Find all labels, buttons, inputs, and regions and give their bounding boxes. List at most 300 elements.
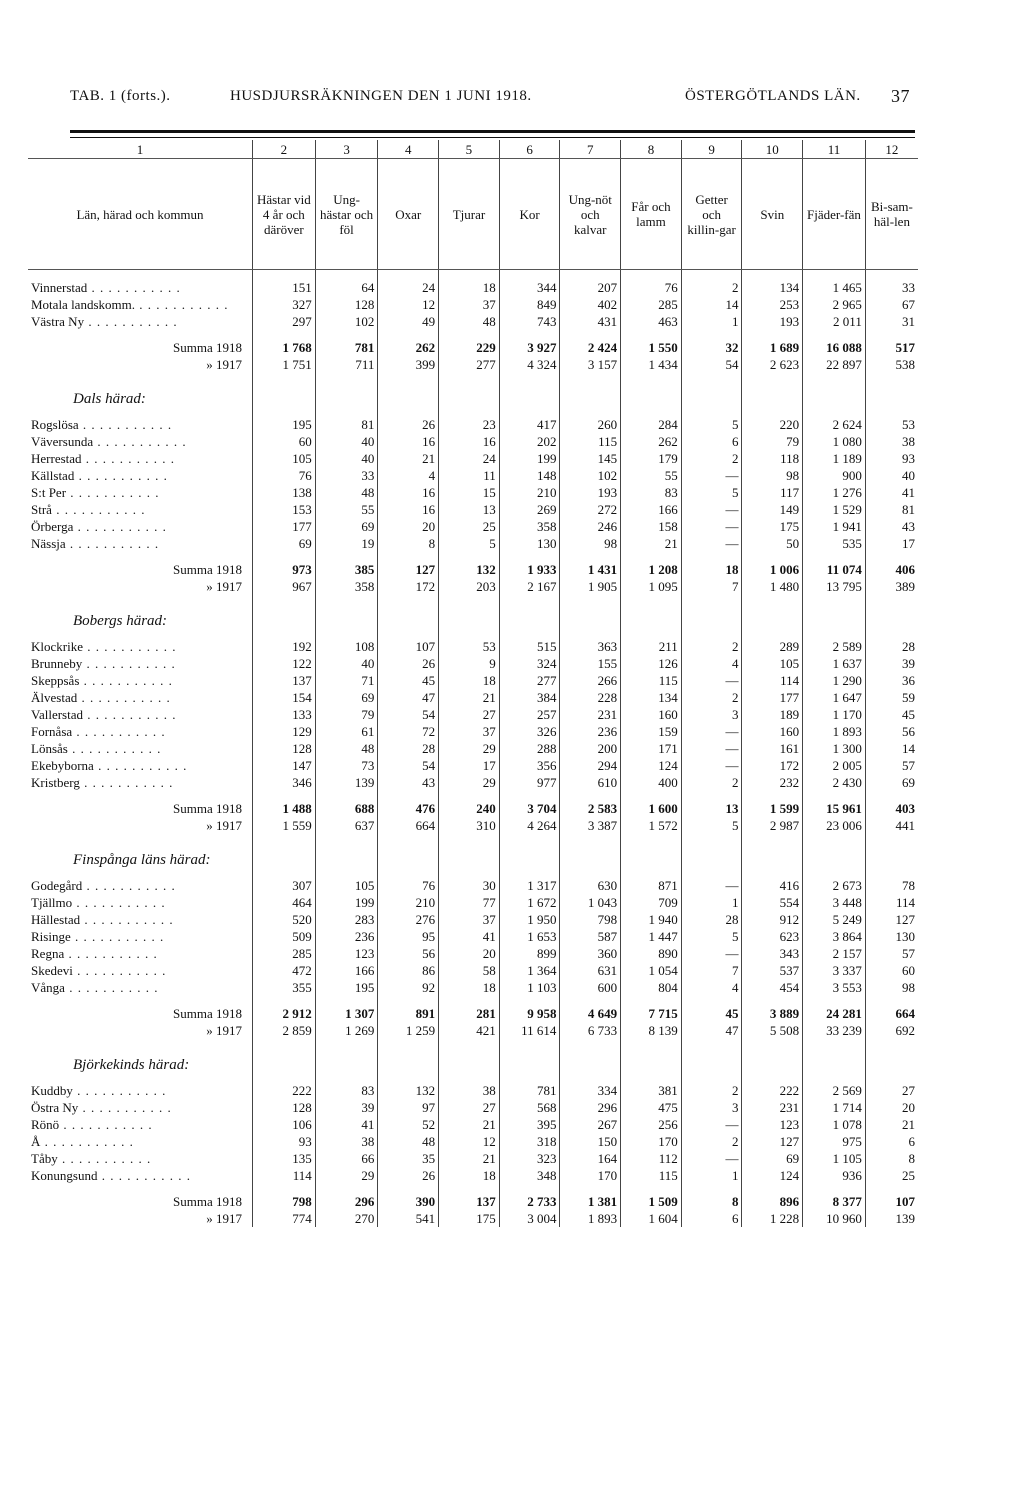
district-title: Finspånga läns härad: xyxy=(73,852,211,868)
row-label-text: Motala landskomm. xyxy=(31,296,135,312)
value-cell: 79 xyxy=(742,433,803,450)
row-label-text: Källstad xyxy=(31,467,75,483)
value-cell: 138 xyxy=(253,484,316,501)
value-cell: 296 xyxy=(560,1099,621,1116)
value-cell: 2 011 xyxy=(803,313,866,330)
spacer-cell xyxy=(378,996,439,1005)
value-cell: 623 xyxy=(742,928,803,945)
table-row xyxy=(28,979,918,996)
value-cell: 899 xyxy=(499,945,560,962)
value-cell: 21 xyxy=(439,1150,500,1167)
column-label: Tjurar xyxy=(439,159,500,270)
row-label xyxy=(28,817,253,834)
value-cell: 4 xyxy=(681,655,742,672)
spacer-cell xyxy=(865,791,918,800)
value-cell: 1 xyxy=(681,1167,742,1184)
value-cell: 2 424 xyxy=(560,339,621,356)
spacer-cell xyxy=(499,1039,560,1048)
value-cell: 195 xyxy=(315,979,378,996)
column-label: Får och lamm xyxy=(621,159,682,270)
value-cell: 631 xyxy=(560,962,621,979)
empty-cell xyxy=(865,382,918,416)
spacer-row xyxy=(28,330,918,339)
value-cell: 78 xyxy=(865,877,918,894)
value-cell: 246 xyxy=(560,518,621,535)
value-cell: 262 xyxy=(621,433,682,450)
value-cell: 28 xyxy=(865,638,918,655)
value-cell: 45 xyxy=(378,672,439,689)
value-cell: 324 xyxy=(499,655,560,672)
value-cell: 630 xyxy=(560,877,621,894)
value-cell: 664 xyxy=(865,1005,918,1022)
table-row xyxy=(28,296,918,313)
value-cell: 267 xyxy=(560,1116,621,1133)
value-cell: 172 xyxy=(742,757,803,774)
empty-cell xyxy=(315,1048,378,1082)
value-cell: 211 xyxy=(621,638,682,655)
spacer-cell xyxy=(560,552,621,561)
value-cell: 517 xyxy=(865,339,918,356)
spacer-cell xyxy=(28,996,253,1005)
value-cell: 11 614 xyxy=(499,1022,560,1039)
value-cell: 134 xyxy=(621,689,682,706)
row-label-text: Hällestad xyxy=(31,911,81,927)
value-cell: 48 xyxy=(378,1133,439,1150)
value-cell: 27 xyxy=(865,1082,918,1099)
spacer-cell xyxy=(803,270,866,280)
spacer-cell xyxy=(439,996,500,1005)
column-label: Ung-nöt och kalvar xyxy=(560,159,621,270)
spacer-cell xyxy=(378,791,439,800)
value-cell: 93 xyxy=(865,450,918,467)
empty-cell xyxy=(378,1048,439,1082)
value-cell: 102 xyxy=(315,313,378,330)
value-cell: 55 xyxy=(621,467,682,484)
spacer-cell xyxy=(742,834,803,843)
value-cell: 66 xyxy=(315,1150,378,1167)
empty-cell xyxy=(803,843,866,877)
row-label-text: Nässja xyxy=(31,535,66,551)
row-label xyxy=(28,706,253,723)
spacer-cell xyxy=(439,270,500,280)
column-label: Fjäder-fän xyxy=(803,159,866,270)
value-cell: 37 xyxy=(439,911,500,928)
value-cell: 107 xyxy=(865,1193,918,1210)
value-cell: 81 xyxy=(865,501,918,518)
district-heading-row xyxy=(28,604,918,638)
value-cell: 55 xyxy=(315,501,378,518)
row-label-text: Summa 1918 xyxy=(173,1193,243,1209)
spacer-cell xyxy=(865,1184,918,1193)
spacer-cell xyxy=(439,1184,500,1193)
spacer-cell xyxy=(742,373,803,382)
value-cell: 29 xyxy=(439,740,500,757)
value-cell: 171 xyxy=(621,740,682,757)
row-label-text: Godegård xyxy=(31,877,83,893)
spacer-cell xyxy=(315,552,378,561)
value-cell: 236 xyxy=(560,723,621,740)
value-cell: 1 933 xyxy=(499,561,560,578)
value-cell: 2 167 xyxy=(499,578,560,595)
empty-cell xyxy=(681,843,742,877)
value-cell: — xyxy=(681,672,742,689)
value-cell: 137 xyxy=(439,1193,500,1210)
value-cell: 8 xyxy=(865,1150,918,1167)
empty-cell xyxy=(681,382,742,416)
spacer-cell xyxy=(621,791,682,800)
value-cell: 2 xyxy=(681,638,742,655)
row-label-text: Älvestad xyxy=(31,689,78,705)
table-row xyxy=(28,1099,918,1116)
value-cell: 16 xyxy=(439,433,500,450)
value-cell: 2 589 xyxy=(803,638,866,655)
summary-row-1917 xyxy=(28,1022,918,1039)
value-cell: 48 xyxy=(315,484,378,501)
value-cell: 177 xyxy=(742,689,803,706)
spacer-cell xyxy=(439,834,500,843)
value-cell: 454 xyxy=(742,979,803,996)
value-cell: 24 xyxy=(378,279,439,296)
value-cell: 114 xyxy=(253,1167,316,1184)
spacer-cell xyxy=(439,595,500,604)
top-rule-thin xyxy=(70,137,915,138)
value-cell: 269 xyxy=(499,501,560,518)
spacer-row xyxy=(28,1039,918,1048)
empty-cell xyxy=(742,604,803,638)
row-label xyxy=(28,757,253,774)
value-cell: 72 xyxy=(378,723,439,740)
empty-cell xyxy=(621,382,682,416)
value-cell: 344 xyxy=(499,279,560,296)
row-label xyxy=(28,962,253,979)
value-cell: 912 xyxy=(742,911,803,928)
value-cell: 2 673 xyxy=(803,877,866,894)
value-cell: 587 xyxy=(560,928,621,945)
value-cell: 132 xyxy=(439,561,500,578)
value-cell: 323 xyxy=(499,1150,560,1167)
column-number: 2 xyxy=(253,140,316,159)
spacer-cell xyxy=(253,330,316,339)
value-cell: 199 xyxy=(499,450,560,467)
value-cell: 327 xyxy=(253,296,316,313)
value-cell: 18 xyxy=(439,279,500,296)
value-cell: 23 xyxy=(439,416,500,433)
summary-row-1917 xyxy=(28,1210,918,1227)
value-cell: 36 xyxy=(865,672,918,689)
table-row xyxy=(28,928,918,945)
spacer-cell xyxy=(621,1039,682,1048)
value-cell: 781 xyxy=(315,339,378,356)
spacer-cell xyxy=(803,834,866,843)
value-cell: 189 xyxy=(742,706,803,723)
spacer-cell xyxy=(803,791,866,800)
empty-cell xyxy=(865,1048,918,1082)
value-cell: 15 xyxy=(439,484,500,501)
value-cell: 2 xyxy=(681,279,742,296)
value-cell: 270 xyxy=(315,1210,378,1227)
column-number: 11 xyxy=(803,140,866,159)
spacer-cell xyxy=(28,834,253,843)
spacer-cell xyxy=(315,270,378,280)
value-cell: 29 xyxy=(315,1167,378,1184)
value-cell: 13 xyxy=(681,800,742,817)
row-label xyxy=(28,1193,253,1210)
column-number: 5 xyxy=(439,140,500,159)
table-row xyxy=(28,757,918,774)
row-label xyxy=(28,1022,253,1039)
value-cell: 60 xyxy=(865,962,918,979)
spacer-cell xyxy=(499,834,560,843)
spacer-cell xyxy=(621,330,682,339)
empty-cell xyxy=(315,604,378,638)
value-cell: 58 xyxy=(439,962,500,979)
spacer-cell xyxy=(681,552,742,561)
value-cell: 9 958 xyxy=(499,1005,560,1022)
value-cell: 40 xyxy=(315,433,378,450)
spacer-cell xyxy=(803,595,866,604)
value-cell: 1 447 xyxy=(621,928,682,945)
spacer-cell xyxy=(865,1039,918,1048)
value-cell: 139 xyxy=(315,774,378,791)
district-heading-row xyxy=(28,843,918,877)
empty-cell xyxy=(560,843,621,877)
empty-cell xyxy=(803,1048,866,1082)
value-cell: 5 xyxy=(439,535,500,552)
value-cell: 77 xyxy=(439,894,500,911)
row-label-text: Väversunda xyxy=(31,433,94,449)
spacer-cell xyxy=(681,595,742,604)
empty-cell xyxy=(621,1048,682,1082)
value-cell: 1 768 xyxy=(253,339,316,356)
value-cell: 538 xyxy=(865,356,918,373)
empty-cell xyxy=(499,604,560,638)
value-cell: 170 xyxy=(560,1167,621,1184)
value-cell: 166 xyxy=(315,962,378,979)
value-cell: 296 xyxy=(315,1193,378,1210)
value-cell: 83 xyxy=(315,1082,378,1099)
table-row xyxy=(28,467,918,484)
value-cell: 145 xyxy=(560,450,621,467)
summary-row-1918 xyxy=(28,800,918,817)
value-cell: 86 xyxy=(378,962,439,979)
spacer-cell xyxy=(621,1184,682,1193)
value-cell: 2 624 xyxy=(803,416,866,433)
value-cell: 1 599 xyxy=(742,800,803,817)
value-cell: 64 xyxy=(315,279,378,296)
spacer-cell xyxy=(378,330,439,339)
value-cell: 262 xyxy=(378,339,439,356)
value-cell: 1 290 xyxy=(803,672,866,689)
value-cell: 14 xyxy=(681,296,742,313)
value-cell: 122 xyxy=(253,655,316,672)
row-label-text: Ekebyborna xyxy=(31,757,94,773)
county-name: ÖSTERGÖTLANDS LÄN. xyxy=(685,88,861,104)
spacer-cell xyxy=(681,1039,742,1048)
spacer-cell xyxy=(253,373,316,382)
value-cell: 16 xyxy=(378,501,439,518)
value-cell: 69 xyxy=(253,535,316,552)
spacer-row xyxy=(28,373,918,382)
row-label xyxy=(28,689,253,706)
value-cell: 76 xyxy=(621,279,682,296)
table-body xyxy=(28,270,918,1228)
row-label-text: Vallerstad xyxy=(31,706,83,722)
value-cell: 37 xyxy=(439,296,500,313)
value-cell: 406 xyxy=(865,561,918,578)
row-label-text: Kristberg xyxy=(31,774,80,790)
value-cell: 21 xyxy=(621,535,682,552)
value-cell: 98 xyxy=(742,467,803,484)
empty-cell xyxy=(378,843,439,877)
row-label xyxy=(28,561,253,578)
value-cell: 288 xyxy=(499,740,560,757)
value-cell: 5 xyxy=(681,928,742,945)
value-cell: 203 xyxy=(439,578,500,595)
value-cell: 32 xyxy=(681,339,742,356)
value-cell: 1 529 xyxy=(803,501,866,518)
row-label xyxy=(28,638,253,655)
value-cell: 57 xyxy=(865,945,918,962)
empty-cell xyxy=(253,382,316,416)
spacer-cell xyxy=(742,330,803,339)
spacer-cell xyxy=(378,373,439,382)
table-row xyxy=(28,877,918,894)
row-label-text: Vånga xyxy=(31,979,65,995)
value-cell: 54 xyxy=(378,706,439,723)
value-cell: 13 795 xyxy=(803,578,866,595)
column-label: Kor xyxy=(499,159,560,270)
value-cell: 229 xyxy=(439,339,500,356)
spacer-cell xyxy=(560,270,621,280)
value-cell: 1 480 xyxy=(742,578,803,595)
value-cell: 2 xyxy=(681,689,742,706)
value-cell: 3 927 xyxy=(499,339,560,356)
spacer-cell xyxy=(499,595,560,604)
value-cell: 1 300 xyxy=(803,740,866,757)
value-cell: 256 xyxy=(621,1116,682,1133)
row-label xyxy=(28,313,253,330)
column-label: Ung-hästar och föl xyxy=(315,159,378,270)
value-cell: 222 xyxy=(742,1082,803,1099)
value-cell: 1 488 xyxy=(253,800,316,817)
value-cell: 124 xyxy=(621,757,682,774)
value-cell: 1 054 xyxy=(621,962,682,979)
value-cell: — xyxy=(681,877,742,894)
spacer-cell xyxy=(742,791,803,800)
district-title: Björkekinds härad: xyxy=(73,1057,190,1073)
spacer-cell xyxy=(621,996,682,1005)
spacer-cell xyxy=(803,552,866,561)
summary-row-1917 xyxy=(28,578,918,595)
value-cell: 3 157 xyxy=(560,356,621,373)
spacer-cell xyxy=(28,595,253,604)
spacer-cell xyxy=(803,330,866,339)
value-cell: 3 337 xyxy=(803,962,866,979)
empty-cell xyxy=(315,843,378,877)
value-cell: 45 xyxy=(865,706,918,723)
value-cell: 967 xyxy=(253,578,316,595)
value-cell: 5 xyxy=(681,416,742,433)
spacer-cell xyxy=(253,270,316,280)
value-cell: 24 xyxy=(439,450,500,467)
value-cell: 79 xyxy=(315,706,378,723)
value-cell: 28 xyxy=(378,740,439,757)
empty-cell xyxy=(378,604,439,638)
value-cell: 2 583 xyxy=(560,800,621,817)
value-cell: 1 434 xyxy=(621,356,682,373)
value-cell: 69 xyxy=(315,518,378,535)
value-cell: 52 xyxy=(378,1116,439,1133)
value-cell: 27 xyxy=(439,1099,500,1116)
value-cell: 10 960 xyxy=(803,1210,866,1227)
spacer-cell xyxy=(803,1184,866,1193)
value-cell: 1 559 xyxy=(253,817,316,834)
table-row xyxy=(28,484,918,501)
column-label: Bi-sam-häl-len xyxy=(865,159,918,270)
value-cell: 2 xyxy=(681,1133,742,1150)
value-cell: 294 xyxy=(560,757,621,774)
spacer-cell xyxy=(499,330,560,339)
value-cell: 975 xyxy=(803,1133,866,1150)
value-cell: 128 xyxy=(315,296,378,313)
value-cell: 1 572 xyxy=(621,817,682,834)
summary-row-1917 xyxy=(28,817,918,834)
value-cell: 421 xyxy=(439,1022,500,1039)
value-cell: 43 xyxy=(378,774,439,791)
value-cell: 53 xyxy=(865,416,918,433)
row-label-text: Västra Ny xyxy=(31,313,85,329)
row-label xyxy=(28,296,253,313)
value-cell: — xyxy=(681,467,742,484)
empty-cell xyxy=(803,604,866,638)
value-cell: 1 105 xyxy=(803,1150,866,1167)
column-number: 9 xyxy=(681,140,742,159)
table-row xyxy=(28,1082,918,1099)
row-label-text: Summa 1918 xyxy=(173,800,243,816)
value-cell: 29 xyxy=(439,774,500,791)
value-cell: 363 xyxy=(560,638,621,655)
value-cell: 6 xyxy=(865,1133,918,1150)
value-cell: 159 xyxy=(621,723,682,740)
row-label-text: Skeppsås xyxy=(31,672,80,688)
district-title: Bobergs härad: xyxy=(73,613,168,629)
value-cell: 105 xyxy=(742,655,803,672)
empty-cell xyxy=(439,382,500,416)
row-label-text: Summa 1918 xyxy=(173,1005,243,1021)
value-cell: 59 xyxy=(865,689,918,706)
value-cell: 114 xyxy=(865,894,918,911)
spacer-cell xyxy=(742,595,803,604)
table-reference: TAB. 1 (forts.). xyxy=(70,88,171,104)
empty-cell xyxy=(681,604,742,638)
value-cell: 284 xyxy=(621,416,682,433)
table-row xyxy=(28,723,918,740)
column-number: 8 xyxy=(621,140,682,159)
spacer-cell xyxy=(865,330,918,339)
spacer-cell xyxy=(742,996,803,1005)
value-cell: 8 377 xyxy=(803,1193,866,1210)
value-cell: 537 xyxy=(742,962,803,979)
column-number: 3 xyxy=(315,140,378,159)
value-cell: 166 xyxy=(621,501,682,518)
value-cell: 81 xyxy=(315,416,378,433)
value-cell: 5 249 xyxy=(803,911,866,928)
row-label xyxy=(28,356,253,373)
spacer-cell xyxy=(499,1184,560,1193)
row-label-text: Regna xyxy=(31,945,65,961)
summary-row-1918 xyxy=(28,1005,918,1022)
spacer-cell xyxy=(439,373,500,382)
